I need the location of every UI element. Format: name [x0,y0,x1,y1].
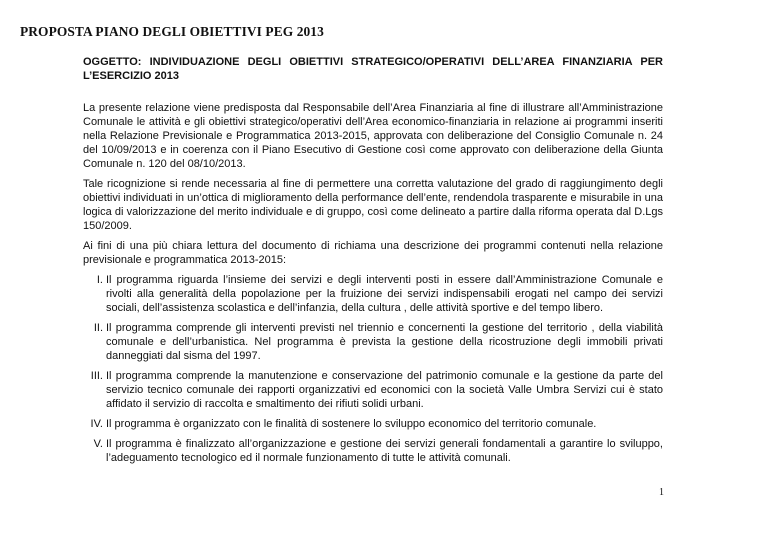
program-text: Il programma è finalizzato all’organizzazione e gestione dei servizi generali fondamentali a garantire lo sviluppo, l’adeguamento tecnologico ed il normale funzionamento di tutte le attività comunali. [106,438,663,464]
program-text: Il programma comprende gli interventi previsti nel triennio e concernenti la gestione del territorio , della viabilità comunale e dell’urbanistica. Nel programma è prevista la gestione della ricostruzione degli immobili privati danneggiati dal sisma del 1997. [106,322,663,362]
purpose-paragraph: Tale ricognizione si rende necessaria al fine di permettere una corretta valutazione del grado di raggiungimento degli obiettivi individuati in un’ottica di miglioramento della performance dell’ente, rendendola trasparente e misurabile in una logica di valorizzazione del merito individuale e di gruppo, così come delineato a partire dalla riforma operata dal D.Lgs 150/2009. [83,178,663,232]
program-item [83,273,663,315]
intro-paragraph: La presente relazione viene predisposta dal Responsabile dell’Area Finanziaria al fine di illustrare all’Amministrazione Comunale le attività e gli obiettivi strategico/operativi dell’Area economico-finanziaria in relazione ai programmi inseriti nella Relazione Previsionale e Programmatica 2013-2015, approvata con deliberazione del Consiglio Comunale n. 24 del 10/09/2013 e in coerenza con il Piano Esecutivo di Gestione così come approvato con deliberazione della Giunta Comunale n. 120 del 08/10/2013. [83,102,663,170]
program-text: Il programma riguarda l’insieme dei servizi e degli interventi posti in essere dall’Amministrazione Comunale e rivolti alla generalità della popolazione per la fruizione dei servizi indispensabili erogati nel campo dei servizi sociali, dell’assistenza scolastica e dell’infanzia, della cultura , delle attività sportive e del tempo libero. [106,274,663,314]
page-title: PROPOSTA PIANO DEGLI OBIETTIVI PEG 2013 [20,24,324,39]
document-body [83,55,663,471]
program-item [83,437,663,465]
program-item [83,417,663,431]
program-text: Il programma è organizzato con le finalità di sostenere lo sviluppo economico del territorio comunale. [106,418,597,430]
programs-list [83,273,663,465]
program-number: III. [90,370,103,382]
program-item [83,321,663,363]
page-number: 1 [659,487,664,498]
program-item [83,369,663,411]
program-number: IV. [90,418,103,430]
program-number: II. [93,322,103,334]
program-text: Il programma comprende la manutenzione e conservazione del patrimonio comunale e la gestione da parte del servizio tecnico comunale dei rapporti organizzativi ed economici con la società Valle Umbra Servizi cui è stato affidato il servizio di raccolta e smaltimento dei rifiuti solidi urbani. [106,370,663,410]
programs-intro-paragraph: Ai fini di una più chiara lettura del documento di richiama una descrizione dei programmi contenuti nella relazione previsionale e programmatica 2013-2015: [83,240,663,266]
program-number: V. [93,438,103,450]
program-number: I. [96,274,103,286]
subject-heading: OGGETTO: INDIVIDUAZIONE DEGLI OBIETTIVI STRATEGICO/OPERATIVI DELL’AREA FINANZIARIA PER L’ESERCIZIO 2013 [83,56,663,82]
